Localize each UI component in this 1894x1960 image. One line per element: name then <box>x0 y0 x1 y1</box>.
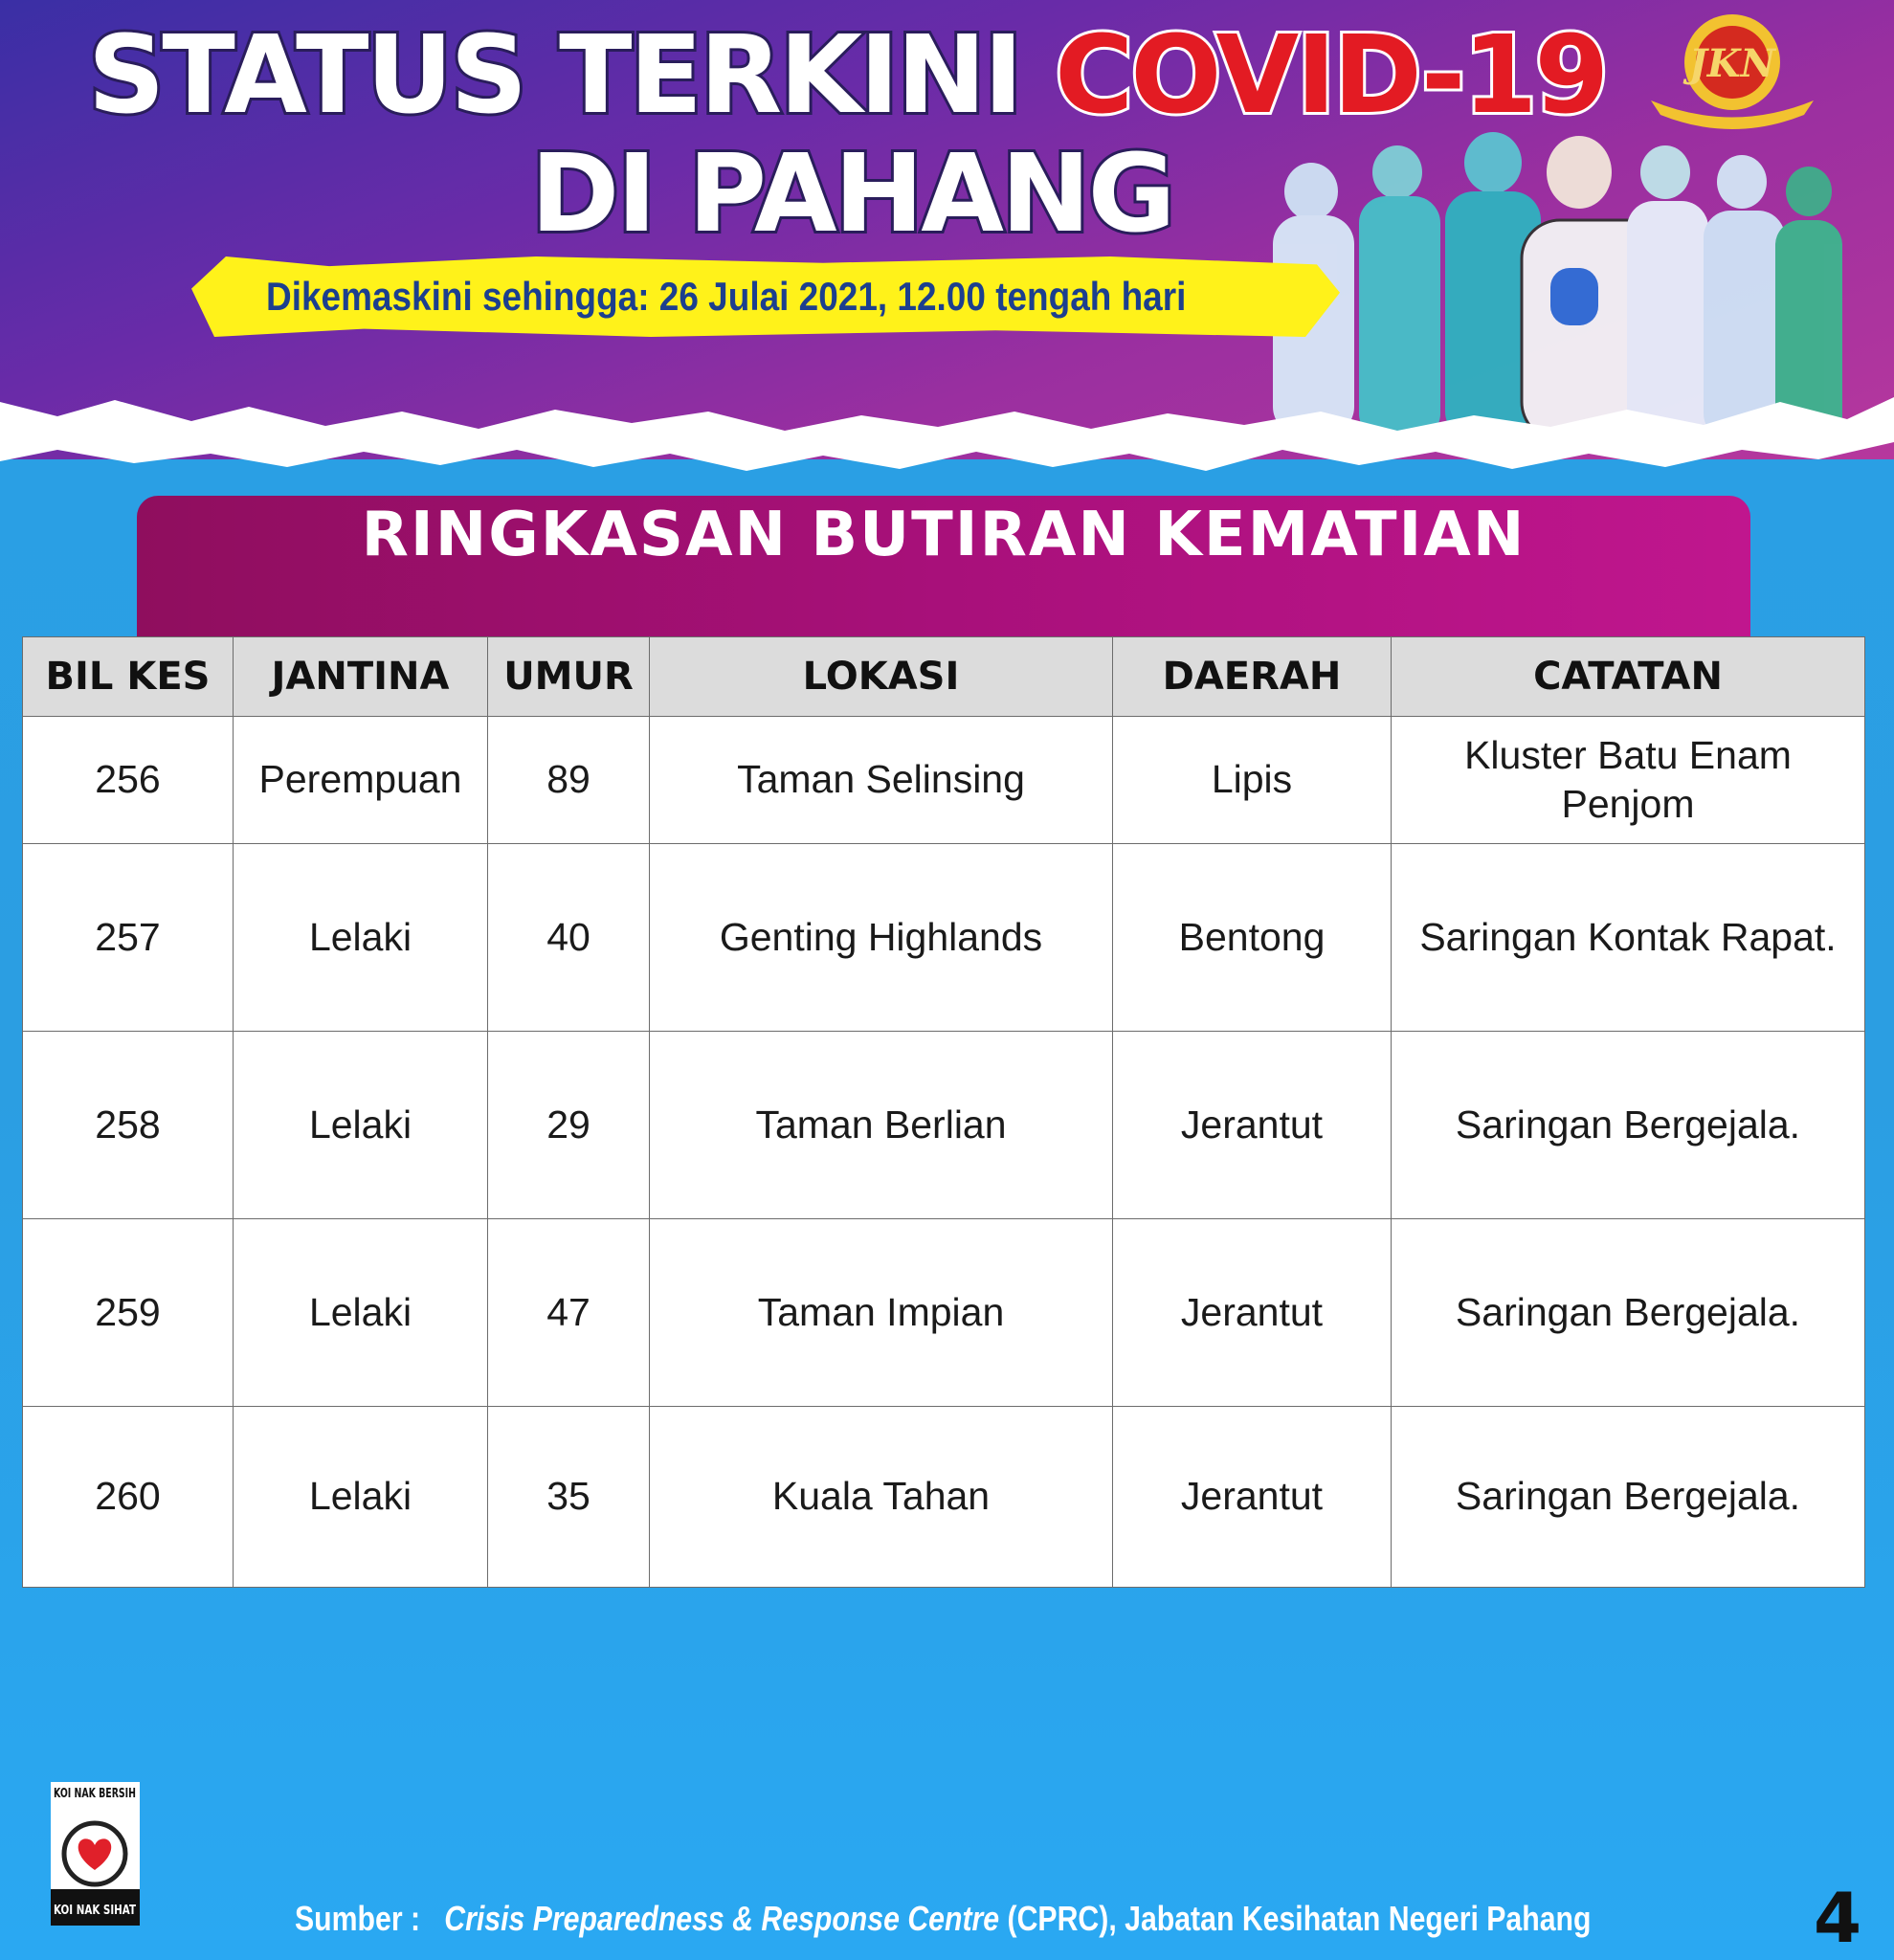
cell-bil-kes: 258 <box>23 1032 234 1219</box>
page-title-line1 <box>0 13 1694 138</box>
cell-jantina: Lelaki <box>234 1407 488 1588</box>
source-rest: (CPRC), Jabatan Kesihatan Negeri Pahang <box>999 1899 1592 1938</box>
cell-umur: 47 <box>488 1219 650 1407</box>
title-status-text: STATUS TERKINI <box>87 13 1056 138</box>
cell-umur: 35 <box>488 1407 650 1588</box>
cell-daerah: Jerantut <box>1113 1219 1392 1407</box>
cell-lokasi: Taman Berlian <box>650 1032 1113 1219</box>
cell-umur: 89 <box>488 717 650 844</box>
cell-catatan: Saringan Kontak Rapat. <box>1392 844 1865 1032</box>
jkn-logo <box>1641 10 1823 124</box>
cell-umur: 40 <box>488 844 650 1032</box>
table-row <box>23 1032 1865 1219</box>
koi-nak-sihat-logo <box>51 1782 140 1926</box>
source-org: Crisis Preparedness & Response Centre <box>444 1899 1000 1938</box>
koi-bottom-text: KOI NAK SIHAT <box>54 1904 137 1918</box>
cell-catatan: Saringan Bergejala. <box>1392 1219 1865 1407</box>
cell-bil-kes: 260 <box>23 1407 234 1588</box>
cell-jantina: Lelaki <box>234 844 488 1032</box>
cell-jantina: Lelaki <box>234 1219 488 1407</box>
cell-catatan: Saringan Bergejala. <box>1392 1032 1865 1219</box>
cell-catatan: Saringan Bergejala. <box>1392 1407 1865 1588</box>
death-details-table <box>22 636 1865 1588</box>
cell-jantina: Perempuan <box>234 717 488 844</box>
cell-daerah: Jerantut <box>1113 1032 1392 1219</box>
col-header-lokasi: LOKASI <box>650 637 1113 717</box>
cell-lokasi: Taman Impian <box>650 1219 1113 1407</box>
cell-lokasi: Genting Highlands <box>650 844 1113 1032</box>
col-header-umur: UMUR <box>488 637 650 717</box>
cell-jantina: Lelaki <box>234 1032 488 1219</box>
table-row <box>23 717 1865 844</box>
table-row <box>23 1219 1865 1407</box>
title-covid-text: COVID-19 <box>1055 13 1607 138</box>
cell-bil-kes: 257 <box>23 844 234 1032</box>
catatan-line2: Penjom <box>1561 782 1695 826</box>
cell-daerah: Lipis <box>1113 717 1392 844</box>
jkn-logo-initials: JKN <box>1688 41 1776 86</box>
col-header-daerah: DAERAH <box>1113 637 1392 717</box>
col-header-jantina: JANTINA <box>234 637 488 717</box>
table-row <box>23 1407 1865 1588</box>
updated-timestamp: Dikemaskini sehingga: 26 Julai 2021, 12.00 tengah hari <box>266 274 1187 319</box>
col-header-catatan: CATATAN <box>1392 637 1865 717</box>
table-header-row <box>23 637 1865 717</box>
cell-umur: 29 <box>488 1032 650 1219</box>
page-number: 4 <box>1814 1878 1862 1958</box>
source-label: Sumber : <box>295 1899 421 1938</box>
cell-lokasi: Kuala Tahan <box>650 1407 1113 1588</box>
table-row <box>23 844 1865 1032</box>
section-title: RINGKASAN BUTIRAN KEMATIAN <box>361 500 1526 570</box>
cell-lokasi: Taman Selinsing <box>650 717 1113 844</box>
cell-bil-kes: 259 <box>23 1219 234 1407</box>
cell-catatan <box>1392 717 1865 844</box>
cell-daerah: Jerantut <box>1113 1407 1392 1588</box>
col-header-bil-kes: BIL KES <box>23 637 234 717</box>
koi-top-text: KOI NAK BERSIH <box>54 1787 136 1801</box>
source-credit <box>295 1897 1591 1941</box>
cell-daerah: Bentong <box>1113 844 1392 1032</box>
torn-paper-edge <box>0 383 1894 488</box>
cell-bil-kes: 256 <box>23 717 234 844</box>
page-title-line2: DI PAHANG <box>530 132 1173 256</box>
catatan-line1: Kluster Batu Enam <box>1464 732 1792 777</box>
